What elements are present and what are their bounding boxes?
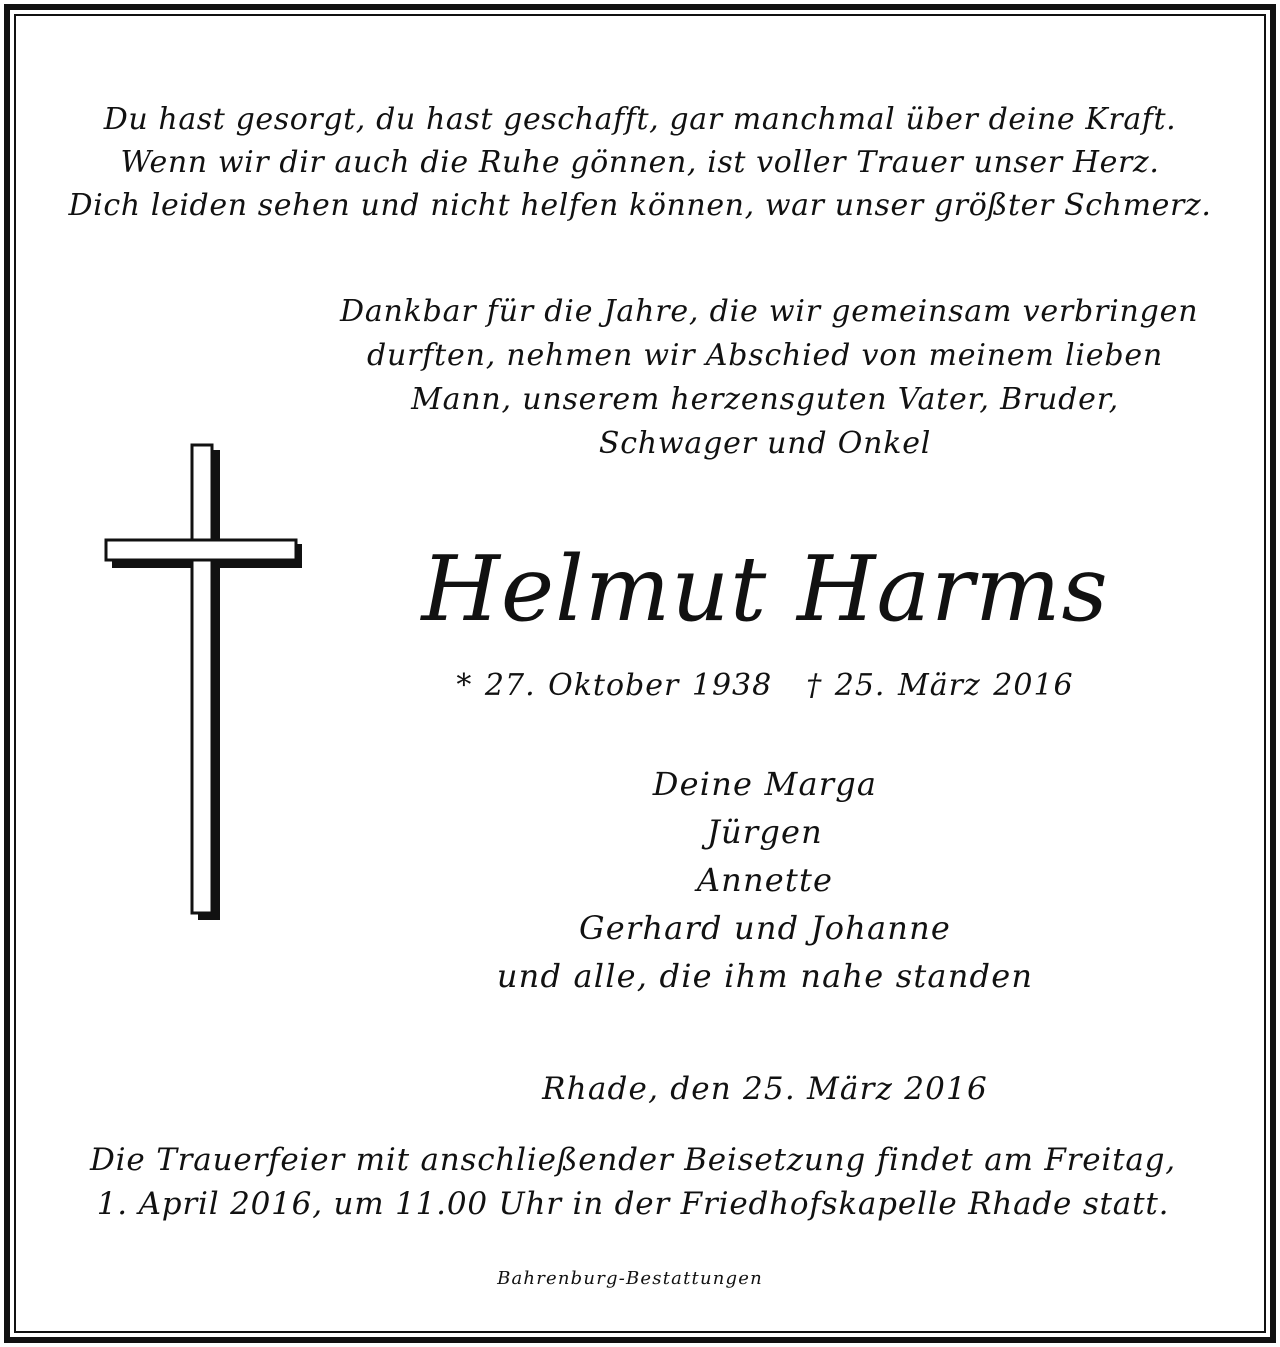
poem-line-1: Du hast gesorgt, du hast geschafft, gar manchmal über deine Kraft. (103, 102, 1177, 137)
farewell-text (340, 290, 1199, 466)
farewell-line-1: Dankbar für die Jahre, die wir gemeinsam verbringen (340, 294, 1199, 329)
family-member: Gerhard und Johanne (578, 909, 952, 947)
place-and-date: Rhade, den 25. März 2016 (542, 1071, 988, 1107)
funeral-line-1: Die Trauerfeier mit anschließender Beisetzung findet am Freitag, (90, 1142, 1176, 1178)
farewell-line-4: Schwager und Onkel (598, 426, 932, 461)
death-date: † 25. März 2016 (806, 668, 1074, 703)
farewell-line-3: Mann, unserem herzensguten Vater, Bruder, (411, 382, 1119, 417)
deceased-name: Helmut Harms (421, 537, 1109, 642)
poem-line-3: Dich leiden sehen und nicht helfen können, war unser größter Schmerz. (68, 188, 1212, 223)
life-dates (340, 666, 1190, 706)
farewell-line-2: durften, nehmen wir Abschied von meinem lieben (367, 338, 1163, 373)
undertaker-name: Bahrenburg-Bestattungen (497, 1268, 763, 1289)
funeral-notice (0, 1138, 1266, 1226)
poem-line-2: Wenn wir dir auch die Ruhe gönnen, ist voller Trauer unser Herz. (120, 145, 1160, 180)
family-member: Jürgen (707, 813, 823, 851)
poem (0, 98, 1280, 227)
funeral-line-2: 1. April 2016, um 11.00 Uhr in der Friedhofskapelle Rhade statt. (96, 1186, 1170, 1222)
cross-icon (100, 440, 310, 930)
birth-date: * 27. Oktober 1938 (456, 668, 773, 703)
family-member: Deine Marga (652, 765, 878, 803)
family-member: und alle, die ihm nahe standen (496, 957, 1034, 995)
family-list (340, 760, 1190, 1000)
family-member: Annette (696, 861, 834, 899)
